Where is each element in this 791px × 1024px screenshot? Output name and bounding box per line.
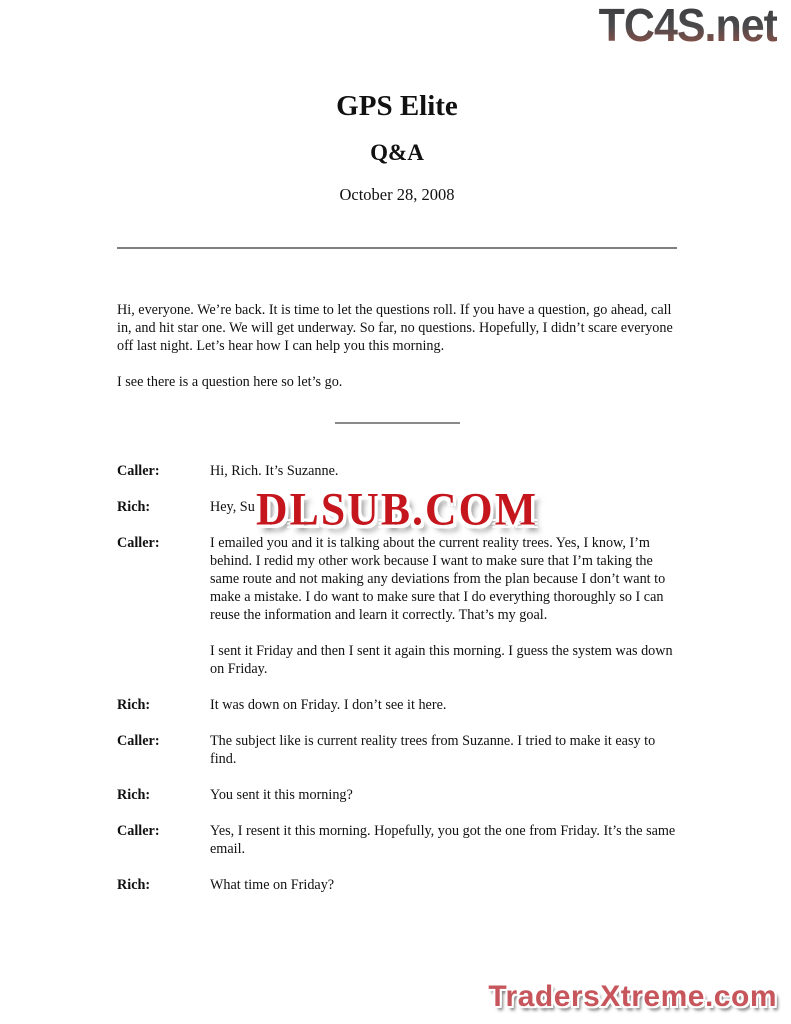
speaker-label: Rich: xyxy=(117,696,151,713)
dialog-text: Hey, Su xyxy=(210,498,255,515)
dlsub-stamp-watermark: DLSUB.COM xyxy=(256,484,539,536)
speaker-label: Rich: xyxy=(117,876,151,893)
tc4s-logo-watermark: TC4S.net xyxy=(598,0,777,52)
dialog-entry xyxy=(117,822,677,858)
document-date: October 28, 2008 xyxy=(339,185,455,204)
intro-paragraph-1: Hi, everyone. We’re back. It is time to let the questions roll. If you have a question, go ahead, call in, and hit star one. We will get underway. So far, no questions. Hopefully, I didn’t scare everyone off last night. Let’s hear how I can help you this morning. xyxy=(117,301,673,354)
speaker-label: Caller: xyxy=(117,534,160,551)
speaker-label: Rich: xyxy=(117,786,151,803)
speaker-label: Rich: xyxy=(117,498,151,515)
document-content xyxy=(117,0,677,912)
speaker-label: Caller: xyxy=(117,732,160,749)
dialog-text: Hi, Rich. It’s Suzanne. xyxy=(210,462,339,479)
intro-section xyxy=(117,301,677,391)
header-divider xyxy=(117,247,677,249)
speaker-label: Caller: xyxy=(117,462,160,479)
dialog-entry xyxy=(117,786,677,804)
dialog-text: What time on Friday? xyxy=(210,876,335,893)
document-title: GPS Elite xyxy=(336,90,458,122)
document-subtitle: Q&A xyxy=(370,140,424,165)
dialog-text: Yes, I resent it this morning. Hopefully, you got the one from Friday. It’s the same email. xyxy=(210,822,676,857)
dialog-entry xyxy=(117,696,677,714)
dialog-entry xyxy=(117,732,677,768)
dialog-text: I emailed you and it is talking about the current reality trees. Yes, I know, I’m behind. I redid my other work because I want to make sure that I’m taking the same route and not making any deviations from the plan because I don’t want to make a mistake. I do want to make sure that I do everything thoroughly so I can reuse the information and learn it correctly. That’s my goal. xyxy=(210,534,666,623)
dialog-entry xyxy=(117,462,677,480)
dialog-text: It was down on Friday. I don’t see it here. xyxy=(210,696,447,713)
document-header xyxy=(117,0,677,204)
intro-paragraph-2: I see there is a question here so let’s go. xyxy=(117,373,343,390)
dialog-entry xyxy=(117,534,677,678)
dialog-text: You sent it this morning? xyxy=(210,786,353,803)
dialog-text: The subject like is current reality trees from Suzanne. I tried to make it easy to find. xyxy=(210,732,656,767)
speaker-label: Caller: xyxy=(117,822,160,839)
dialog-entry xyxy=(117,876,677,894)
section-divider xyxy=(335,422,460,424)
tradersxtreme-watermark: TradersXtreme.com xyxy=(488,980,777,1013)
dialog-text: I sent it Friday and then I sent it again this morning. I guess the system was down on Friday. xyxy=(210,642,673,677)
